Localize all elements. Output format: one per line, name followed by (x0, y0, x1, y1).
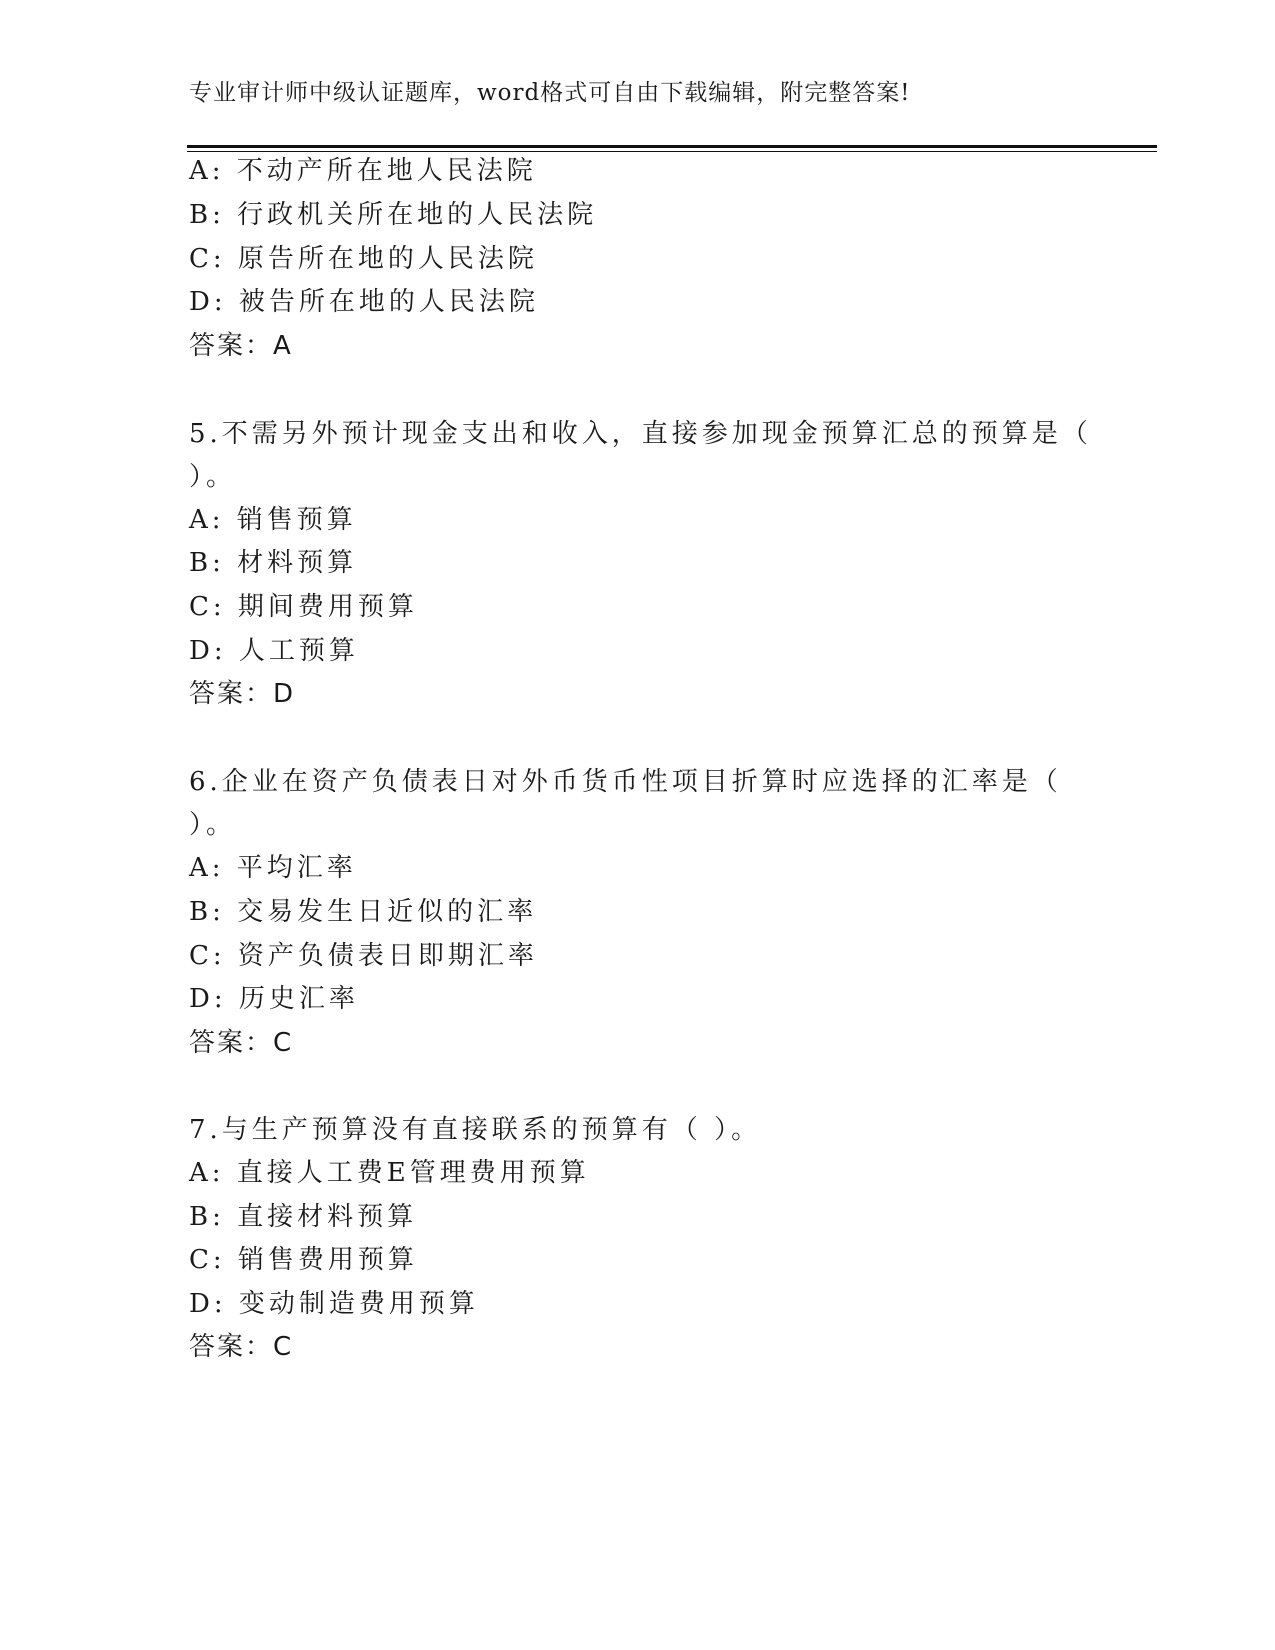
q5-option-c: C: 期间费用预算 (189, 592, 418, 622)
q5-option-b: B: 材料预算 (189, 548, 358, 578)
q5-option-a: A: 销售预算 (189, 505, 357, 535)
q5-option-d: D: 人工预算 (189, 636, 359, 666)
page-header: 专业审计师中级认证题库，word格式可自由下载编辑，附完整答案! (189, 80, 911, 106)
q4-option-b: B: 行政机关所在地的人民法院 (189, 200, 598, 230)
q6-option-d: D: 历史汇率 (189, 984, 359, 1014)
q7-option-a: A: 直接人工费E管理费用预算 (189, 1158, 590, 1188)
header-rule-thick (187, 145, 1157, 148)
q6-question-line1: 6.企业在资产负债表日对外币货币性项目折算时应选择的汇率是（ (189, 767, 1062, 797)
q5-question-line2: ）。 (189, 462, 237, 492)
header-rule-thin (187, 151, 1157, 152)
q7-option-c: C: 销售费用预算 (189, 1245, 418, 1275)
q6-option-a: A: 平均汇率 (189, 853, 357, 883)
q6-option-c: C: 资产负债表日即期汇率 (189, 941, 538, 971)
q6-option-b: B: 交易发生日近似的汇率 (189, 897, 538, 927)
q7-option-d: D: 变动制造费用预算 (189, 1289, 479, 1319)
q6-answer: 答案：C (189, 1028, 294, 1058)
q5-answer: 答案：D (189, 679, 296, 709)
q7-option-b: B: 直接材料预算 (189, 1202, 418, 1232)
q7-question-line1: 7.与生产预算没有直接联系的预算有（ ）。 (189, 1115, 762, 1145)
q4-option-a: A: 不动产所在地人民法院 (189, 156, 537, 186)
q7-answer: 答案：C (189, 1332, 294, 1362)
q4-answer: 答案：A (189, 331, 293, 361)
q4-option-d: D: 被告所在地的人民法院 (189, 287, 539, 317)
q4-option-c: C: 原告所在地的人民法院 (189, 244, 538, 274)
q5-question-line1: 5.不需另外预计现金支出和收入，直接参加现金预算汇总的预算是（ (189, 419, 1092, 449)
q6-question-line2: ）。 (189, 810, 237, 840)
